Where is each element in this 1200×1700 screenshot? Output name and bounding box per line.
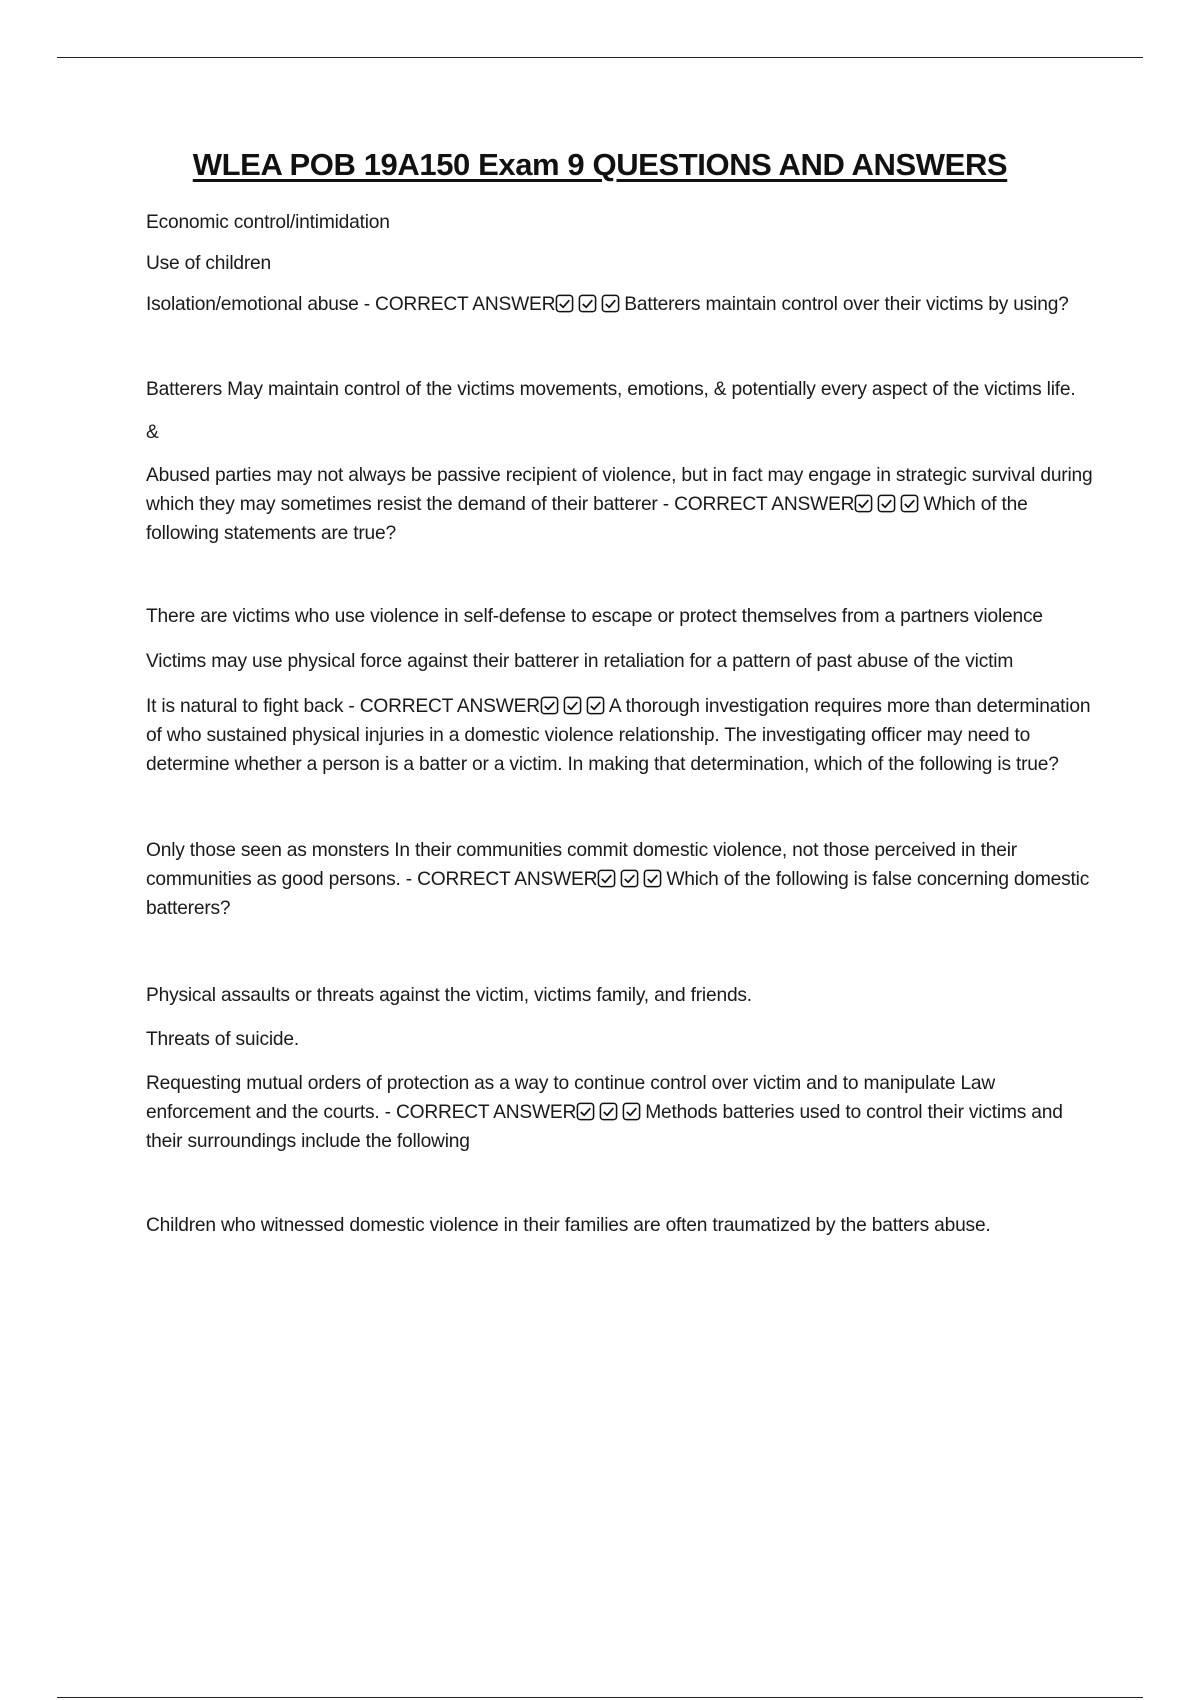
answer-line: Batterers May maintain control of the victims movements, emotions, & potentially every aspect of the victims life. [146,379,1076,400]
check-box-icon [900,494,919,513]
check-box-icon [620,869,639,888]
question-answer-pair: Only those seen as monsters In their communities commit domestic violence, not those perceived in their communities as good persons. - CORRECT ANSWER Which of the following is false concerning domestic batterers? [146,840,1090,919]
answer-line: Physical assaults or threats against the victim, victims family, and friends. [146,985,752,1006]
check-box-icon [601,294,620,313]
check-box-icon [877,494,896,513]
question-answer-pair: It is natural to fight back - CORRECT ANSWER A thorough investigation requires more than determination of who sustained physical injuries in a domestic violence relationship. The investigating officer may need to determine whether a person is a batter or a victim. In making that determination, which of the following is true? [146,696,1091,775]
answer-line: Children who witnessed domestic violence in their families are often traumatized by the batters abuse. [146,1215,991,1236]
page-bottom-rule [57,1697,1143,1698]
check-box-icon [599,1102,618,1121]
page-top-rule [57,57,1143,58]
document-body [146,208,1096,1240]
check-box-icon [540,696,559,715]
check-box-icon [576,1102,595,1121]
answer-line: Victims may use physical force against their batterer in retaliation for a pattern of past abuse of the victim [146,651,1014,672]
check-box-icon [578,294,597,313]
check-box-icon [563,696,582,715]
question-answer-pair: Isolation/emotional abuse - CORRECT ANSWER Batterers maintain control over their victims by using? [146,294,1069,315]
question-answer-pair: Abused parties may not always be passive recipient of violence, but in fact may engage in strategic survival during which they may sometimes resist the demand of their batterer - CORRECT ANSWER Which of the following statements are true? [146,465,1093,544]
check-box-icon [643,869,662,888]
check-box-icon [597,869,616,888]
check-box-icon [854,494,873,513]
answer-line: & [146,422,159,443]
answer-line: Use of children [146,253,271,274]
check-box-icon [555,294,574,313]
answer-line: There are victims who use violence in self-defense to escape or protect themselves from a partners violence [146,606,1043,627]
question-answer-pair: Requesting mutual orders of protection as a way to continue control over victim and to manipulate Law enforcement and the courts. - CORRECT ANSWER Methods batteries used to control their victims and their surroundings include the following [146,1073,1063,1152]
check-box-icon [622,1102,641,1121]
check-box-icon [586,696,605,715]
document-title: WLEA POB 19A150 Exam 9 QUESTIONS AND ANSWERS [192,147,1008,182]
answer-line: Economic control/intimidation [146,212,390,233]
answer-line: Threats of suicide. [146,1029,299,1050]
